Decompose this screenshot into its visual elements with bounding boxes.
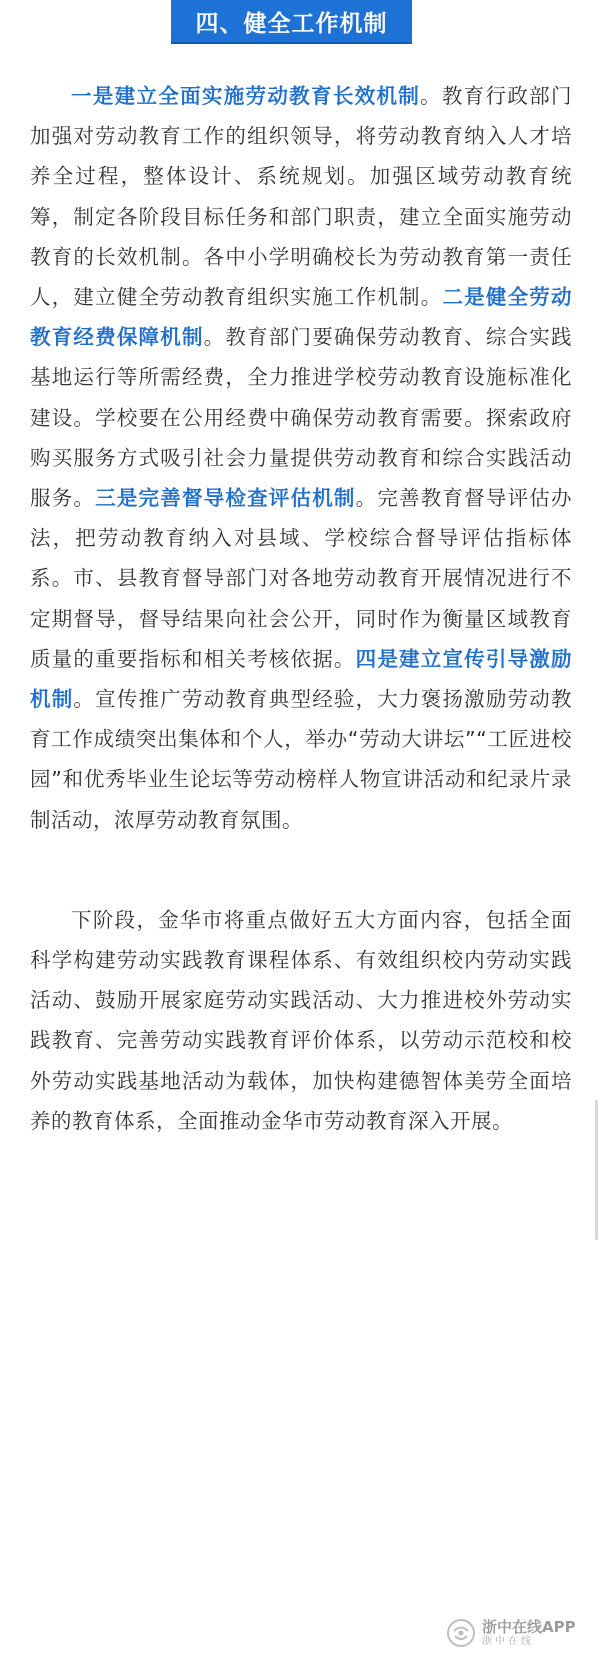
- highlight-mechanism-3: 三是完善督导检查评估机制: [95, 486, 356, 511]
- body-text-3: 。完善教育督导评估办法，把劳动教育纳入对县域、学校综合督导评估指标体系。市、县教育督导部门对各地劳动教育开展情况进行不定期督导，督导结果向社会公开，同时作为衡量区域教育质量的重要指标和相关考核依据。: [30, 486, 572, 671]
- paragraph-spacer: [30, 840, 572, 900]
- body-text-4: 。宣传推广劳动教育典型经验，大力褒扬激励劳动教育工作成绩突出集体和个人，举办“劳动大讲坛”“工匠进校园”和优秀毕业生论坛等劳动榜样人物宣讲活动和纪录片录制活动，浓厚劳动教育氛围。: [30, 687, 573, 832]
- body-text-2: 。教育部门要确保劳动教育、综合实践基地运行等所需经费，全力推进学校劳动教育设施标准化建设。学校要在公用经费中确保劳动教育需要。探索政府购买服务方式吸引社会力量提供劳动教育和综合实践活动服务。: [30, 325, 573, 511]
- highlight-mechanism-1: 一是建立全面实施劳动教育长效机制: [71, 84, 421, 108]
- section-title: 四、健全工作机制: [195, 10, 388, 37]
- body-text-1: 。教育行政部门加强对劳动教育工作的组织领导，将劳动教育纳入人才培养全过程，整体设计、系统规划。加强区域劳动教育统筹，制定各阶段目标任务和部门职责，建立全面实施劳动教育的长效机制。各中小学明确校长为劳动教育第一责任人，建立健全劳动教育组织实施工作机制。: [30, 84, 573, 310]
- section-title-banner: [171, 0, 412, 44]
- app-logo-icon: [446, 1618, 476, 1648]
- highlight-mechanism-4: 四是建立宣传引导激励机制: [30, 646, 572, 712]
- watermark-text: [482, 1617, 576, 1647]
- watermark-name: 浙中在线APP: [482, 1617, 576, 1636]
- mechanism-paragraph: [30, 76, 572, 840]
- watermark-subtitle: 浙中在线: [482, 1635, 534, 1647]
- next-stage-paragraph: 下阶段，金华市将重点做好五大方面内容，包括全面科学构建劳动实践教育课程体系、有效组织校内劳动实践活动、鼓励开展家庭劳动实践活动、大力推进校外劳动实践教育、完善劳动实践教育评价体系，以劳动示范校和校外劳动实践基地活动为载体，加快构建德智体美劳全面培养的教育体系，全面推动金华市劳动教育深入开展。: [30, 907, 572, 1133]
- scrollbar[interactable]: [595, 1100, 598, 1240]
- app-watermark: [446, 1617, 576, 1649]
- highlight-mechanism-2: 二是健全劳动教育经费保障机制: [30, 285, 573, 350]
- article-body: [30, 76, 572, 1141]
